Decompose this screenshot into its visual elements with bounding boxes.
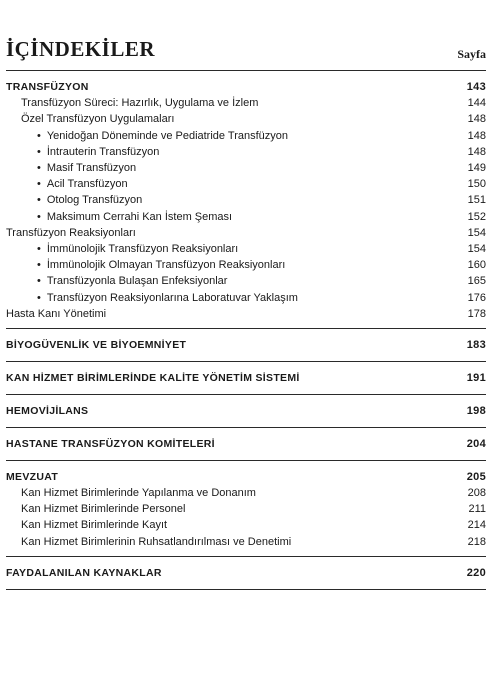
section-heading-page: 183 xyxy=(466,338,486,351)
toc-entry[interactable] xyxy=(6,306,486,322)
toc-entry-label: • Acil Transfüzyon xyxy=(37,178,128,190)
section-heading[interactable] xyxy=(6,337,486,353)
toc-entry-page: 176 xyxy=(467,291,486,304)
toc-entry[interactable] xyxy=(6,485,486,501)
toc-section xyxy=(6,395,486,428)
section-heading-page: 191 xyxy=(466,371,486,384)
section-heading-label: TRANSFÜZYON xyxy=(6,81,89,94)
toc-section xyxy=(6,362,486,395)
toc-entry[interactable] xyxy=(6,257,486,273)
toc-section xyxy=(6,461,486,557)
toc-entry[interactable] xyxy=(6,501,486,517)
toc-entry-page: 148 xyxy=(467,129,486,142)
page-column-label: Sayfa xyxy=(457,47,486,61)
section-heading-wrap xyxy=(6,395,486,427)
section-heading[interactable] xyxy=(6,79,486,95)
section-heading[interactable] xyxy=(6,565,486,581)
section-heading-label: HASTANE TRANSFÜZYON KOMİTELERİ xyxy=(6,437,215,450)
section-heading[interactable] xyxy=(6,370,486,386)
toc-entry-page: 178 xyxy=(467,307,486,320)
section-heading-label: BİYOGÜVENLİK VE BİYOEMNİYET xyxy=(6,338,187,351)
header-rule xyxy=(6,70,486,71)
toc-entry-page: 165 xyxy=(467,275,486,288)
toc-entry-page: 144 xyxy=(467,97,486,110)
section-heading[interactable] xyxy=(6,436,486,452)
section-heading-wrap xyxy=(6,362,486,394)
toc-entry[interactable] xyxy=(6,225,486,241)
toc-entry-label: • Yenidoğan Döneminde ve Pediatride Transfüzyon xyxy=(37,130,288,142)
toc-entry-label: • Transfüzyon Reaksiyonlarına Laboratuvar Yaklaşım xyxy=(37,292,298,304)
toc-entry-page: 154 xyxy=(467,242,486,255)
section-heading[interactable] xyxy=(6,403,486,419)
section-heading-page: 198 xyxy=(466,404,486,417)
toc-entry-page: 149 xyxy=(467,162,486,175)
toc-entry-page: 160 xyxy=(467,259,486,272)
toc-entry-page: 211 xyxy=(468,503,486,516)
toc-entry[interactable] xyxy=(6,273,486,289)
section-heading-page: 205 xyxy=(466,470,486,483)
toc-entry-label: • İmmünolojik Olmayan Transfüzyon Reaksiyonları xyxy=(37,259,285,271)
toc-entry-label: Hasta Kanı Yönetimi xyxy=(6,307,107,320)
toc-entry-page: 148 xyxy=(467,113,486,126)
section-heading[interactable] xyxy=(6,469,486,485)
toc-section xyxy=(6,428,486,461)
toc-entry-label: • Transfüzyonla Bulaşan Enfeksiyonlar xyxy=(37,275,227,287)
section-heading-label: MEVZUAT xyxy=(6,470,59,483)
toc-entry-label: • Maksimum Cerrahi Kan İstem Şeması xyxy=(37,211,232,223)
toc-entry-label: Kan Hizmet Birimlerinde Personel xyxy=(21,503,186,516)
toc-entry[interactable] xyxy=(6,128,486,144)
toc-entry-label: Kan Hizmet Birimlerinin Ruhsatlandırılması ve Denetimi xyxy=(21,535,292,548)
toc-entry-page: 214 xyxy=(467,519,486,532)
toc-entry-label: Transfüzyon Reaksiyonları xyxy=(6,226,136,239)
toc-entry-page: 208 xyxy=(467,487,486,500)
toc-entry[interactable] xyxy=(6,534,486,550)
toc-entry[interactable] xyxy=(6,95,486,111)
toc-entry-label: • Masif Transfüzyon xyxy=(37,162,136,174)
toc-entry[interactable] xyxy=(6,241,486,257)
toc-entry[interactable] xyxy=(6,517,486,533)
toc-entry-label: • İntrauterin Transfüzyon xyxy=(37,146,159,158)
toc-header xyxy=(6,38,486,62)
toc-entry[interactable] xyxy=(6,160,486,176)
section-heading-label: HEMOVİJİLANS xyxy=(6,404,89,417)
section-heading-page: 220 xyxy=(466,566,486,579)
section-heading-wrap xyxy=(6,329,486,361)
toc-entry-label: Özel Transfüzyon Uygulamaları xyxy=(21,113,175,126)
section-heading-wrap xyxy=(6,428,486,460)
toc-section xyxy=(6,79,486,329)
toc-entry-page: 218 xyxy=(467,535,486,548)
toc-entry[interactable] xyxy=(6,289,486,305)
table-of-contents xyxy=(6,79,486,590)
toc-entry-label: • Otolog Transfüzyon xyxy=(37,194,142,206)
toc-entry-label: • İmmünolojik Transfüzyon Reaksiyonları xyxy=(37,243,238,255)
toc-entry-page: 154 xyxy=(467,226,486,239)
toc-entry-page: 150 xyxy=(467,178,486,191)
section-heading-page: 204 xyxy=(466,437,486,450)
toc-entry-page: 152 xyxy=(467,210,486,223)
toc-entry-page: 148 xyxy=(467,145,486,158)
toc-section xyxy=(6,557,486,590)
toc-entry-label: Kan Hizmet Birimlerinde Kayıt xyxy=(21,519,168,532)
section-heading-label: FAYDALANILAN KAYNAKLAR xyxy=(6,566,162,579)
section-heading-label: KAN HİZMET BİRİMLERİNDE KALİTE YÖNETİM SİSTEMİ xyxy=(6,371,300,384)
toc-entry[interactable] xyxy=(6,176,486,192)
toc-entry[interactable] xyxy=(6,144,486,160)
toc-entry[interactable] xyxy=(6,192,486,208)
toc-entry-label: Kan Hizmet Birimlerinde Yapılanma ve Donanım xyxy=(21,487,256,500)
toc-entry-label: Transfüzyon Süreci: Hazırlık, Uygulama ve İzlem xyxy=(21,97,259,110)
page-title: İÇİNDEKİLER xyxy=(6,37,156,61)
section-heading-page: 143 xyxy=(466,81,486,94)
toc-entry[interactable] xyxy=(6,111,486,127)
toc-entry[interactable] xyxy=(6,209,486,225)
section-heading-wrap xyxy=(6,557,486,589)
toc-entry-page: 151 xyxy=(467,194,486,207)
toc-section xyxy=(6,329,486,362)
